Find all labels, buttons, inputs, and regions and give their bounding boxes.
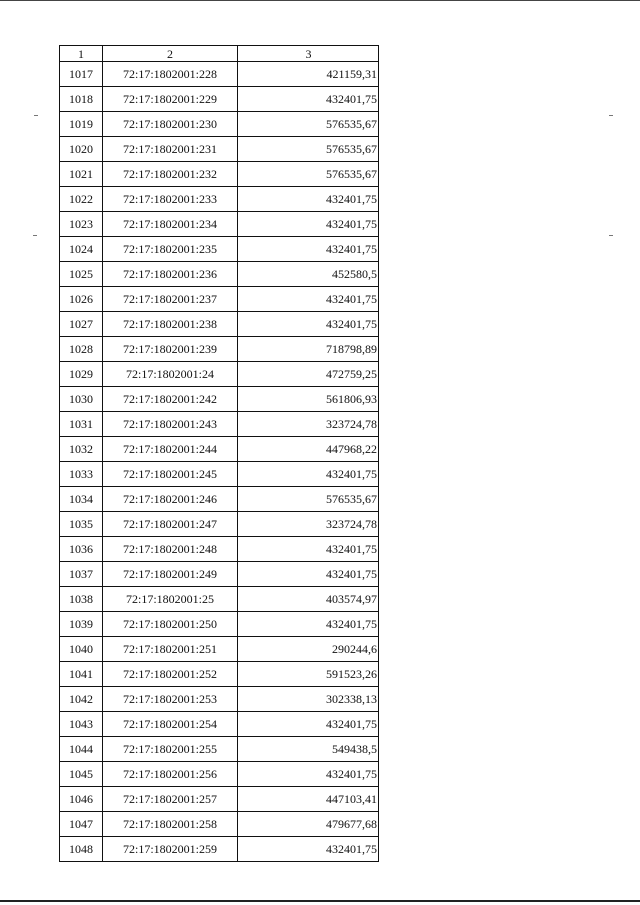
table-row xyxy=(60,462,379,487)
table-row xyxy=(60,162,379,187)
cadastral-number-cell: 72:17:1802001:229 xyxy=(103,87,238,112)
table-row xyxy=(60,487,379,512)
table-row xyxy=(60,762,379,787)
table-row xyxy=(60,612,379,637)
row-number-cell: 1045 xyxy=(60,762,103,787)
row-number-cell: 1034 xyxy=(60,487,103,512)
row-number-cell: 1040 xyxy=(60,637,103,662)
row-number-cell: 1047 xyxy=(60,812,103,837)
row-number-cell: 1048 xyxy=(60,837,103,862)
table-header-row xyxy=(60,46,379,62)
row-number-cell: 1028 xyxy=(60,337,103,362)
cadastral-number-cell: 72:17:1802001:234 xyxy=(103,212,238,237)
table-row xyxy=(60,712,379,737)
table-row xyxy=(60,287,379,312)
cadastral-value-cell: 302338,13 xyxy=(238,687,379,712)
table-row xyxy=(60,587,379,612)
cadastral-number-cell: 72:17:1802001:259 xyxy=(103,837,238,862)
cadastral-value-cell: 576535,67 xyxy=(238,162,379,187)
cadastral-number-cell: 72:17:1802001:246 xyxy=(103,487,238,512)
row-number-cell: 1037 xyxy=(60,562,103,587)
table-body xyxy=(60,62,379,862)
table-row xyxy=(60,312,379,337)
cadastral-value-cell: 479677,68 xyxy=(238,812,379,837)
table-row xyxy=(60,687,379,712)
row-number-cell: 1043 xyxy=(60,712,103,737)
cadastral-value-cell: 591523,26 xyxy=(238,662,379,687)
table-row xyxy=(60,62,379,87)
cadastral-value-cell: 432401,75 xyxy=(238,612,379,637)
cadastral-number-cell: 72:17:1802001:256 xyxy=(103,762,238,787)
cadastral-value-cell: 323724,78 xyxy=(238,512,379,537)
row-number-cell: 1030 xyxy=(60,387,103,412)
cadastral-value-cell: 432401,75 xyxy=(238,462,379,487)
cadastral-number-cell: 72:17:1802001:236 xyxy=(103,262,238,287)
row-number-cell: 1020 xyxy=(60,137,103,162)
cadastral-value-cell: 432401,75 xyxy=(238,187,379,212)
row-number-cell: 1041 xyxy=(60,662,103,687)
header-col-1: 1 xyxy=(60,46,103,62)
table-row xyxy=(60,562,379,587)
cadastral-value-cell: 432401,75 xyxy=(238,87,379,112)
cadastral-value-cell: 561806,93 xyxy=(238,387,379,412)
scan-speck xyxy=(609,235,613,236)
row-number-cell: 1027 xyxy=(60,312,103,337)
header-col-2: 2 xyxy=(103,46,238,62)
row-number-cell: 1036 xyxy=(60,537,103,562)
row-number-cell: 1017 xyxy=(60,62,103,87)
scan-speck xyxy=(34,115,38,116)
cadastral-value-cell: 403574,97 xyxy=(238,587,379,612)
cadastral-value-cell: 576535,67 xyxy=(238,112,379,137)
cadastral-number-cell: 72:17:1802001:235 xyxy=(103,237,238,262)
cadastral-value-cell: 718798,89 xyxy=(238,337,379,362)
header-col-3: 3 xyxy=(238,46,379,62)
row-number-cell: 1018 xyxy=(60,87,103,112)
cadastral-value-cell: 432401,75 xyxy=(238,762,379,787)
table-row xyxy=(60,237,379,262)
cadastral-value-cell: 323724,78 xyxy=(238,412,379,437)
table-row xyxy=(60,112,379,137)
row-number-cell: 1026 xyxy=(60,287,103,312)
row-number-cell: 1042 xyxy=(60,687,103,712)
table-row xyxy=(60,262,379,287)
cadastral-number-cell: 72:17:1802001:233 xyxy=(103,187,238,212)
cadastral-value-cell: 472759,25 xyxy=(238,362,379,387)
row-number-cell: 1032 xyxy=(60,437,103,462)
cadastral-value-cell: 576535,67 xyxy=(238,487,379,512)
table-row xyxy=(60,337,379,362)
cadastral-value-cell: 290244,6 xyxy=(238,637,379,662)
cadastral-value-table xyxy=(59,45,379,862)
cadastral-number-cell: 72:17:1802001:257 xyxy=(103,787,238,812)
table-row xyxy=(60,837,379,862)
cadastral-number-cell: 72:17:1802001:243 xyxy=(103,412,238,437)
row-number-cell: 1023 xyxy=(60,212,103,237)
cadastral-value-cell: 432401,75 xyxy=(238,837,379,862)
table-row xyxy=(60,212,379,237)
cadastral-value-cell: 549438,5 xyxy=(238,737,379,762)
row-number-cell: 1039 xyxy=(60,612,103,637)
cadastral-value-cell: 447103,41 xyxy=(238,787,379,812)
cadastral-value-cell: 432401,75 xyxy=(238,562,379,587)
cadastral-number-cell: 72:17:1802001:255 xyxy=(103,737,238,762)
cadastral-value-cell: 432401,75 xyxy=(238,312,379,337)
cadastral-number-cell: 72:17:1802001:242 xyxy=(103,387,238,412)
cadastral-number-cell: 72:17:1802001:231 xyxy=(103,137,238,162)
table-row xyxy=(60,362,379,387)
cadastral-value-cell: 452580,5 xyxy=(238,262,379,287)
cadastral-value-cell: 432401,75 xyxy=(238,537,379,562)
table-row xyxy=(60,537,379,562)
cadastral-value-cell: 576535,67 xyxy=(238,137,379,162)
row-number-cell: 1038 xyxy=(60,587,103,612)
row-number-cell: 1021 xyxy=(60,162,103,187)
cadastral-number-cell: 72:17:1802001:254 xyxy=(103,712,238,737)
table-row xyxy=(60,137,379,162)
table-row xyxy=(60,637,379,662)
row-number-cell: 1035 xyxy=(60,512,103,537)
row-number-cell: 1029 xyxy=(60,362,103,387)
table-row xyxy=(60,662,379,687)
page-top-edge xyxy=(0,0,640,1)
cadastral-value-cell: 432401,75 xyxy=(238,287,379,312)
cadastral-number-cell: 72:17:1802001:238 xyxy=(103,312,238,337)
cadastral-number-cell: 72:17:1802001:237 xyxy=(103,287,238,312)
cadastral-number-cell: 72:17:1802001:239 xyxy=(103,337,238,362)
cadastral-number-cell: 72:17:1802001:250 xyxy=(103,612,238,637)
cadastral-value-cell: 432401,75 xyxy=(238,237,379,262)
cadastral-number-cell: 72:17:1802001:24 xyxy=(103,362,238,387)
row-number-cell: 1031 xyxy=(60,412,103,437)
cadastral-number-cell: 72:17:1802001:244 xyxy=(103,437,238,462)
cadastral-number-cell: 72:17:1802001:258 xyxy=(103,812,238,837)
cadastral-value-cell: 447968,22 xyxy=(238,437,379,462)
table-row xyxy=(60,187,379,212)
cadastral-number-cell: 72:17:1802001:230 xyxy=(103,112,238,137)
table-row xyxy=(60,437,379,462)
cadastral-number-cell: 72:17:1802001:25 xyxy=(103,587,238,612)
cadastral-number-cell: 72:17:1802001:248 xyxy=(103,537,238,562)
cadastral-value-cell: 432401,75 xyxy=(238,712,379,737)
table-row xyxy=(60,412,379,437)
row-number-cell: 1033 xyxy=(60,462,103,487)
row-number-cell: 1046 xyxy=(60,787,103,812)
table-row xyxy=(60,737,379,762)
row-number-cell: 1022 xyxy=(60,187,103,212)
cadastral-value-cell: 432401,75 xyxy=(238,212,379,237)
row-number-cell: 1025 xyxy=(60,262,103,287)
cadastral-number-cell: 72:17:1802001:253 xyxy=(103,687,238,712)
page-bottom-edge xyxy=(0,900,640,902)
row-number-cell: 1044 xyxy=(60,737,103,762)
row-number-cell: 1024 xyxy=(60,237,103,262)
table-row xyxy=(60,512,379,537)
cadastral-number-cell: 72:17:1802001:252 xyxy=(103,662,238,687)
cadastral-value-cell: 421159,31 xyxy=(238,62,379,87)
table-row xyxy=(60,387,379,412)
cadastral-number-cell: 72:17:1802001:228 xyxy=(103,62,238,87)
cadastral-number-cell: 72:17:1802001:251 xyxy=(103,637,238,662)
scan-speck xyxy=(609,115,613,116)
cadastral-number-cell: 72:17:1802001:249 xyxy=(103,562,238,587)
row-number-cell: 1019 xyxy=(60,112,103,137)
cadastral-number-cell: 72:17:1802001:245 xyxy=(103,462,238,487)
cadastral-number-cell: 72:17:1802001:247 xyxy=(103,512,238,537)
table-row xyxy=(60,787,379,812)
scan-speck xyxy=(33,235,37,236)
cadastral-number-cell: 72:17:1802001:232 xyxy=(103,162,238,187)
table-row xyxy=(60,87,379,112)
table-row xyxy=(60,812,379,837)
